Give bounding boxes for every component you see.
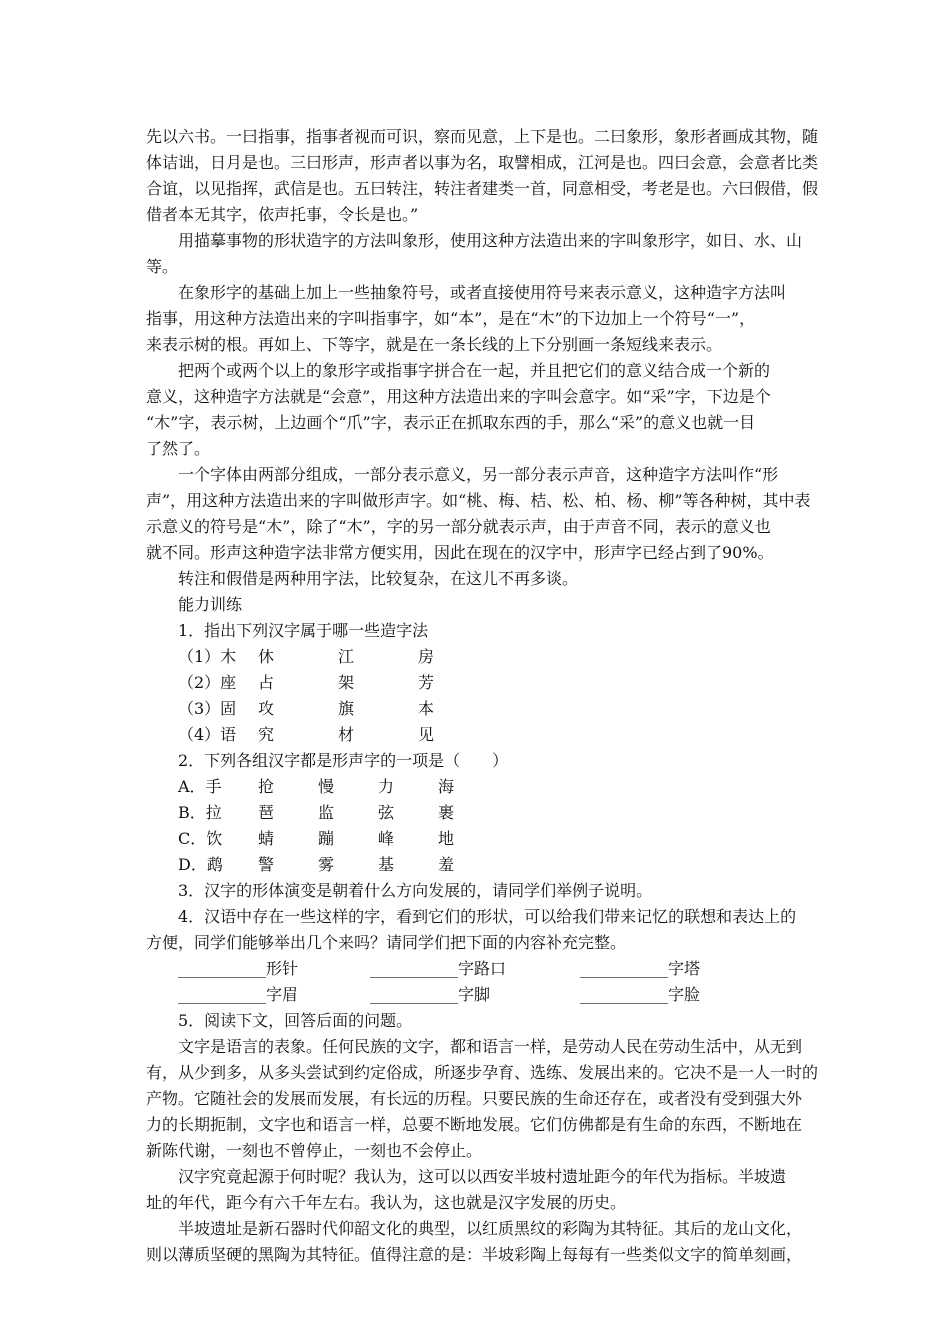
q5-text: 5．阅读下文，回答后面的问题。 (178, 1011, 413, 1030)
q4-blank: ___________字脸 (580, 985, 701, 1004)
reading-line: 新陈代谢，一刻也不曾停止，一刻也不会停止。 (146, 1141, 483, 1160)
reading-line: 产物。它随社会的发展而发展，有长远的历程。只要民族的生命还存在，或者没有受到强大外 (146, 1089, 803, 1108)
reading-line: 址的年代，距今有六千年左右。我认为，这也就是汉字发展的历史。 (146, 1193, 627, 1212)
q4-line: 4．汉语中存在一些这样的字，看到它们的形状，可以给我们带来记忆的联想和表达上的 (178, 907, 797, 926)
q1-row-label: （3）固 (178, 699, 237, 718)
zhishi-line: 在象形字的基础上加上一些抽象符号，或者直接使用符号来表示意义，这种造字方法叫 (178, 283, 787, 302)
q2-char: 峰 (378, 829, 395, 848)
q4-blank: ___________字路口 (370, 959, 507, 978)
q2-char: 抢 (258, 777, 275, 796)
q1-char: 休 (258, 647, 275, 666)
q2-option-label: D．鹉 (178, 855, 223, 874)
q2-char: 基 (378, 855, 395, 874)
q2-char: 监 (318, 803, 335, 822)
q2-char: 慢 (318, 777, 335, 796)
huiyi-line: 了然了。 (146, 439, 211, 458)
q2-title: 2．下列各组汉字都是形声字的一项是（ ） (178, 751, 509, 770)
q1-char: 芳 (418, 673, 435, 692)
q1-char: 见 (418, 725, 435, 744)
xingsheng-line: 示意义的符号是“木”，除了“木”，字的另一部分就表示声，由于声音不同，表示的意义也 (146, 517, 771, 536)
xiangxing-line: 等。 (146, 257, 179, 276)
q2-char: 蹦 (318, 829, 335, 848)
q1-char: 材 (338, 725, 355, 744)
exercise-heading: 能力训练 (178, 595, 243, 614)
q1-char: 攻 (258, 699, 275, 718)
intro-line: 合谊，以见指挥，武信是也。五曰转注，转注者建类一首，同意相受，考老是也。六曰假借，假 (146, 179, 819, 198)
q2-char: 琶 (258, 803, 275, 822)
huiyi-line: “木”字，表示树，上边画个“爪”字，表示正在抓取东西的手，那么“采”的意义也就一目 (146, 413, 756, 432)
q4-line: 方便，同学们能够举出几个来吗？请同学们把下面的内容补充完整。 (146, 933, 627, 952)
q2-char: 蜻 (258, 829, 275, 848)
q2-char: 羞 (438, 855, 455, 874)
q1-char: 占 (258, 673, 275, 692)
intro-line: 体诘诎，日月是也。三曰形声，形声者以事为名，取譬相成，江河是也。四曰会意，会意者比类 (146, 153, 819, 172)
zhuanzhu-line: 转注和假借是两种用字法，比较复杂，在这儿不再多谈。 (178, 569, 579, 588)
q2-option-label: B．拉 (178, 803, 222, 822)
intro-line: 先以六书。一曰指事，指事者视而可识，察而见意，上下是也。二曰象形，象形者画成其物，随 (146, 127, 819, 146)
q2-char: 裹 (438, 803, 455, 822)
q1-char: 旗 (338, 699, 355, 718)
q2-char: 海 (438, 777, 455, 796)
xingsheng-line: 一个字体由两部分组成，一部分表示意义，另一部分表示声音，这种造字方法叫作“形 (178, 465, 779, 484)
reading-line: 文字是语言的表象。任何民族的文字，都和语言一样，是劳动人民在劳动生活中，从无到 (178, 1037, 803, 1056)
q2-char: 警 (258, 855, 275, 874)
q2-option-label: C．饮 (178, 829, 223, 848)
reading-line: 力的长期扼制，文字也和语言一样，总要不断地发展。它们仿佛都是有生命的东西，不断地在 (146, 1115, 803, 1134)
q1-char: 架 (338, 673, 355, 692)
q3-text: 3．汉字的形体演变是朝着什么方向发展的，请同学们举例子说明。 (178, 881, 653, 900)
q1-row-label: （1）木 (178, 647, 237, 666)
q2-char: 地 (438, 829, 455, 848)
q2-option-label: A．手 (178, 777, 222, 796)
q4-blank: ___________字塔 (580, 959, 701, 978)
xingsheng-line: 声”，用这种方法造出来的字叫做形声字。如“桃、梅、桔、松、柏、杨、柳”等各种树，其中表 (146, 491, 811, 510)
q1-char: 究 (258, 725, 275, 744)
q4-blank: ___________字脚 (370, 985, 491, 1004)
intro-line: 借者本无其字，依声托事，令长是也。” (146, 205, 419, 224)
q4-blank: ___________字眉 (178, 985, 299, 1004)
xingsheng-line: 就不同。形声这种造字法非常方便实用，因此在现在的汉字中，形声字已经占到了90%。 (146, 543, 774, 562)
zhishi-line: 指事，用这种方法造出来的字叫指事字，如“本”，是在“木”的下边加上一个符号“一”， (146, 309, 756, 328)
xiangxing-line: 用描摹事物的形状造字的方法叫象形，使用这种方法造出来的字叫象形字，如日、水、山 (178, 231, 803, 250)
reading-line: 半坡遗址是新石器时代仰韶文化的典型，以红质黑纹的彩陶为其特征。其后的龙山文化， (178, 1219, 803, 1238)
q4-blank: ___________形针 (178, 959, 299, 978)
q1-title: 1．指出下列汉字属于哪一些造字法 (178, 621, 429, 640)
q2-char: 弦 (378, 803, 395, 822)
q1-char: 江 (338, 647, 355, 666)
reading-line: 有，从少到多，从多头尝试到约定俗成，所逐步孕育、选练、发展出来的。它决不是一人一时的 (146, 1063, 819, 1082)
zhishi-line: 来表示树的根。再如上、下等字，就是在一条长线的上下分别画一条短线来表示。 (146, 335, 723, 354)
q2-char: 力 (378, 777, 395, 796)
huiyi-line: 意义，这种造字方法就是“会意”，用这种方法造出来的字叫会意字。如“采”字，下边是个 (146, 387, 771, 406)
q1-row-label: （4）语 (178, 725, 237, 744)
q2-char: 雾 (318, 855, 335, 874)
q1-char: 本 (418, 699, 435, 718)
huiyi-line: 把两个或两个以上的象形字或指事字拼合在一起，并且把它们的意义结合成一个新的 (178, 361, 771, 380)
q1-row-label: （2）座 (178, 673, 237, 692)
reading-line: 则以薄质坚硬的黑陶为其特征。值得注意的是：半坡彩陶上每每有一些类似文字的简单刻画， (146, 1245, 803, 1264)
q1-char: 房 (418, 647, 435, 666)
reading-line: 汉字究竟起源于何时呢？我认为，这可以以西安半坡村遗址距今的年代为指标。半坡遗 (178, 1167, 787, 1186)
